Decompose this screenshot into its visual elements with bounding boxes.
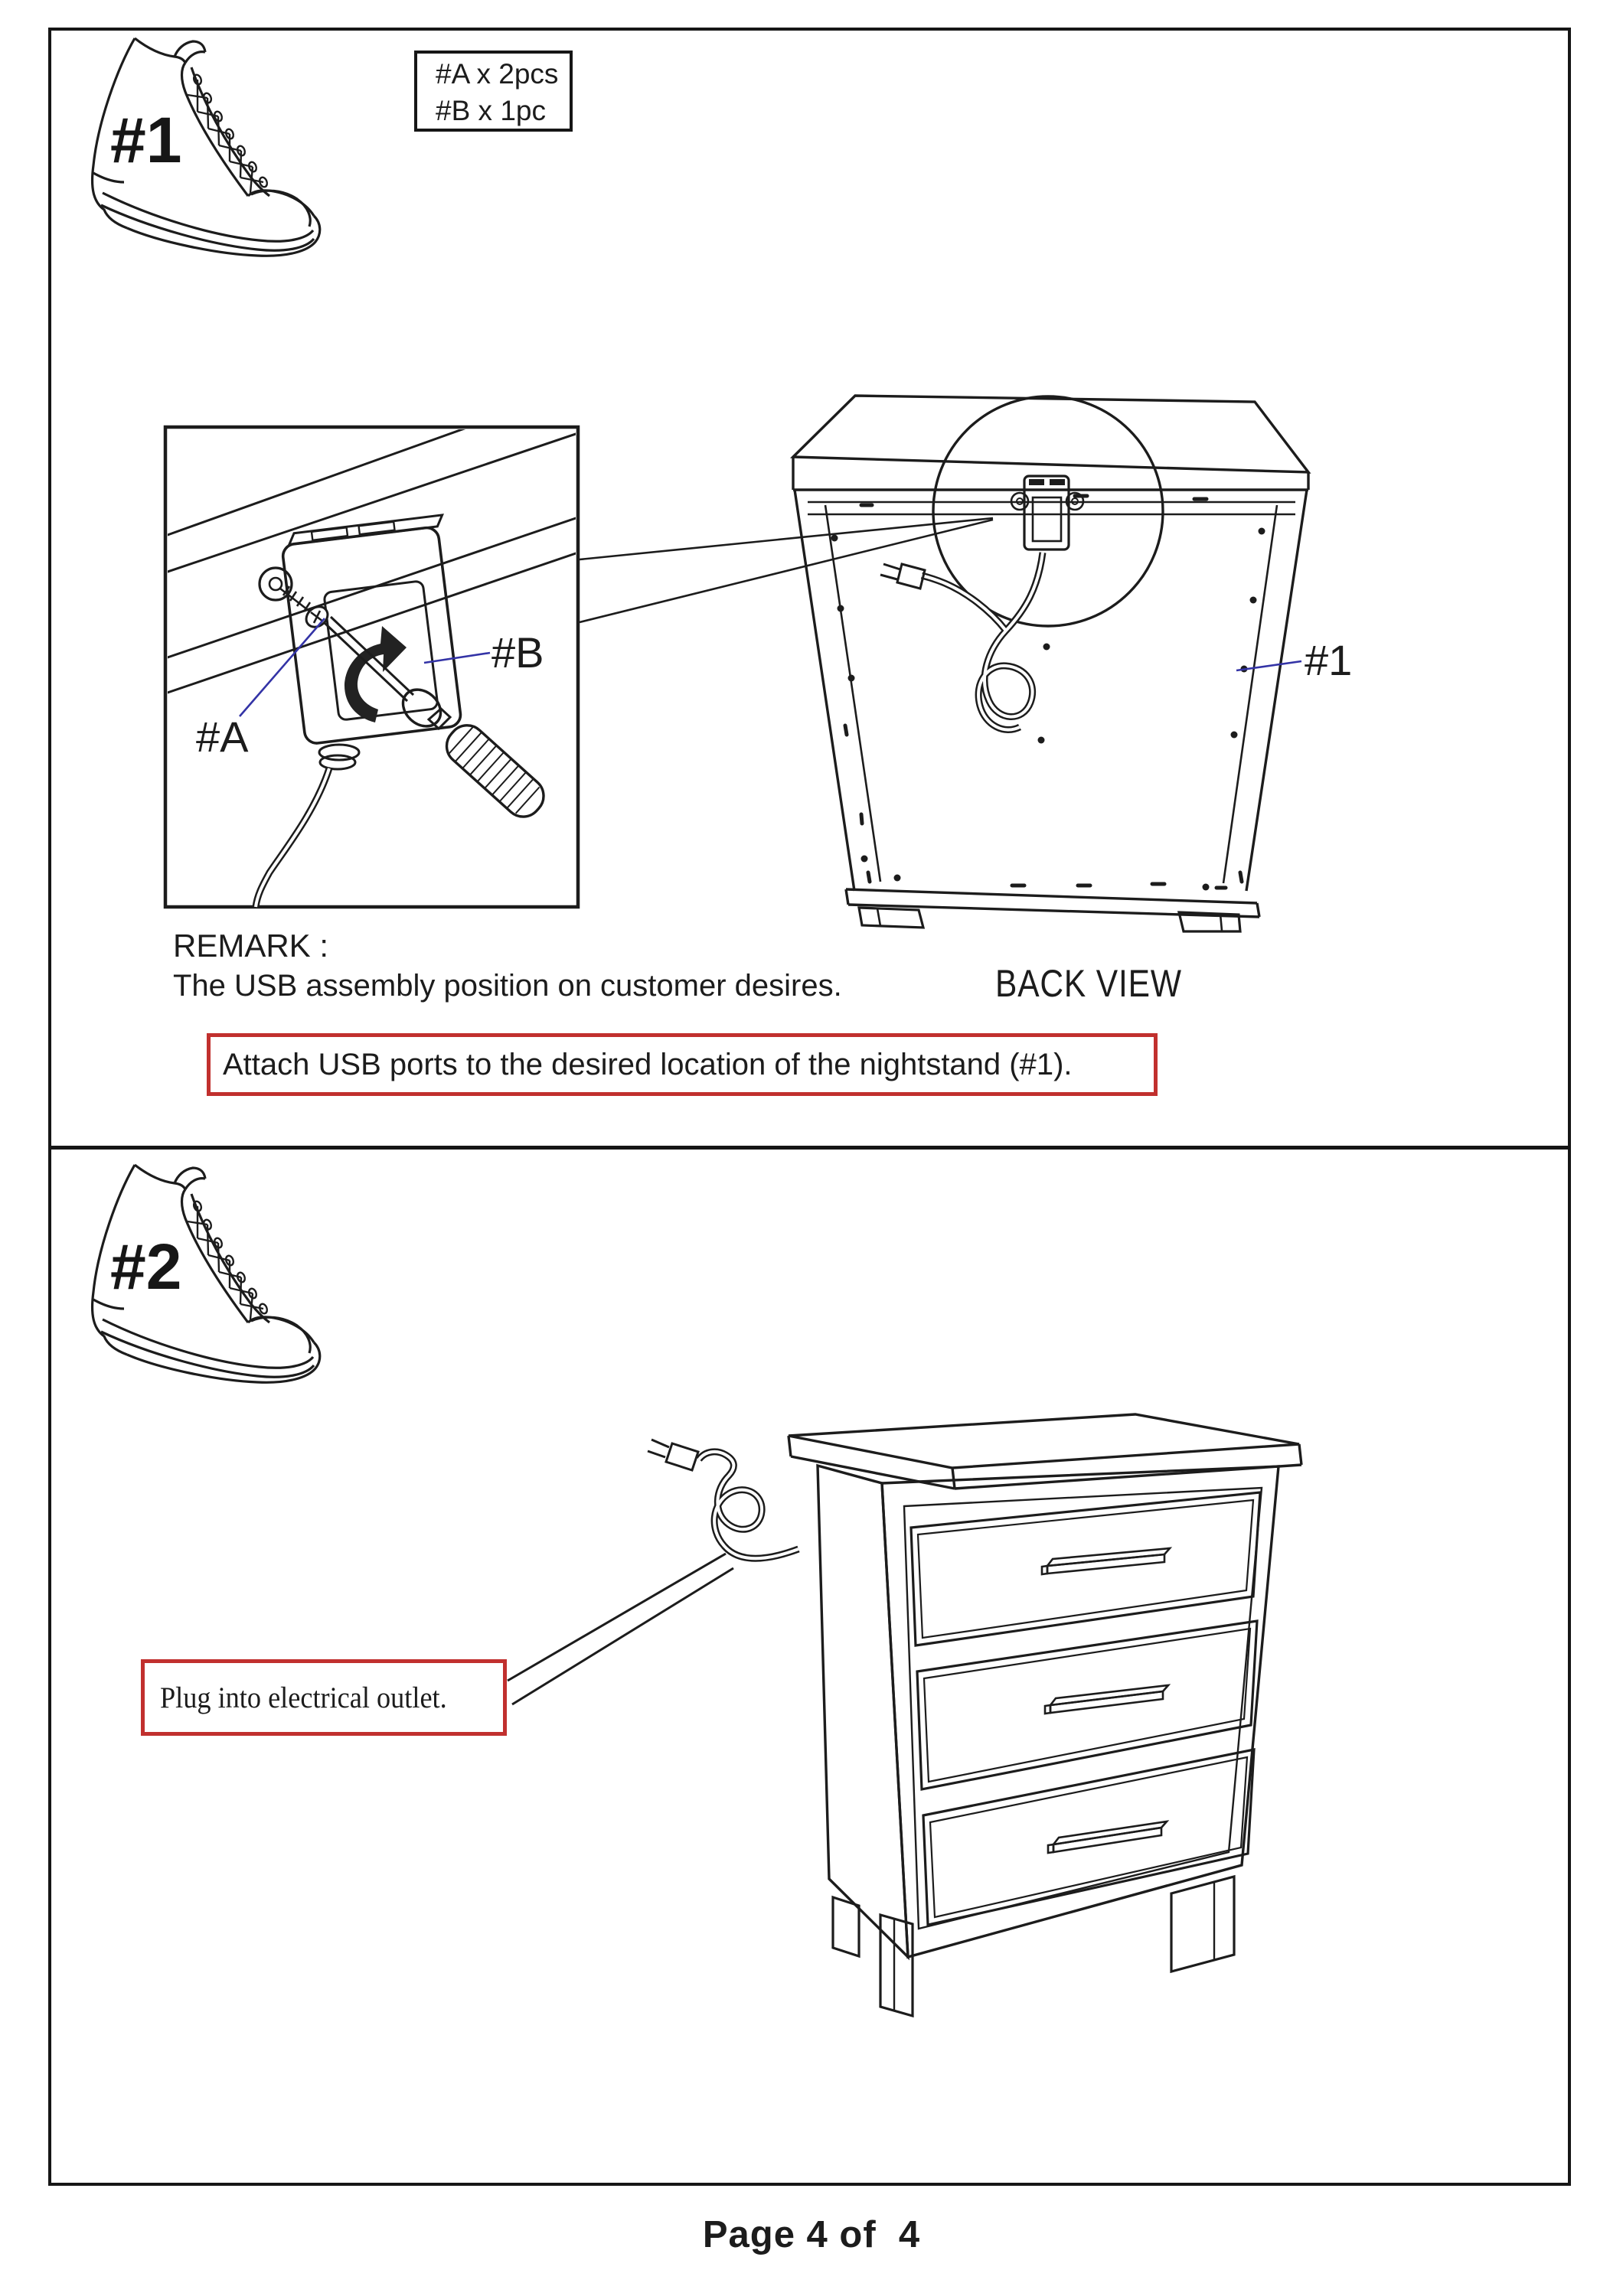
step-1-number: #1 xyxy=(110,104,182,176)
page-number: Page 4 of 4 xyxy=(702,2214,921,2255)
parts-line-b: #B x 1pc xyxy=(436,95,546,126)
step-2-number: #2 xyxy=(110,1231,182,1303)
power-plug-icon xyxy=(666,1443,698,1470)
label-part-a: #A xyxy=(196,713,249,761)
zoom-leader-lines xyxy=(580,518,993,622)
label-item-1: #1 xyxy=(1305,636,1353,684)
step-1-instruction: Attach USB ports to the desired location of the nightstand (#1). xyxy=(223,1047,1073,1081)
parts-list-box xyxy=(414,51,573,132)
step-1-instruction-callout xyxy=(207,1033,1158,1096)
power-cord xyxy=(880,553,1043,730)
callout-leader-lines xyxy=(508,1554,733,1704)
step-2-instruction: Plug into electrical outlet. xyxy=(160,1681,447,1714)
nightstand-front-diagram xyxy=(508,1414,1301,2016)
step-2-instruction-callout xyxy=(141,1659,507,1736)
power-plug-icon xyxy=(897,564,925,589)
drawer xyxy=(923,1750,1254,1925)
back-view-diagram xyxy=(793,396,1308,931)
back-view-caption: BACK VIEW xyxy=(995,962,1182,1005)
screw-dots xyxy=(831,528,1265,891)
drawer xyxy=(917,1621,1257,1789)
drawer xyxy=(911,1492,1260,1645)
item-leader-line xyxy=(1236,661,1301,670)
parts-line-a: #A x 2pcs xyxy=(436,58,559,90)
label-part-b: #B xyxy=(491,628,544,677)
step-1-shoe-icon xyxy=(93,38,320,256)
power-cord xyxy=(648,1440,798,1558)
usb-module-mounted xyxy=(1011,476,1083,550)
rotate-arrow-icon xyxy=(345,626,407,722)
remark-title: REMARK : xyxy=(173,928,329,964)
remark-body: The USB assembly position on customer desires. xyxy=(173,969,842,1003)
step-2-shoe-icon xyxy=(93,1165,320,1382)
